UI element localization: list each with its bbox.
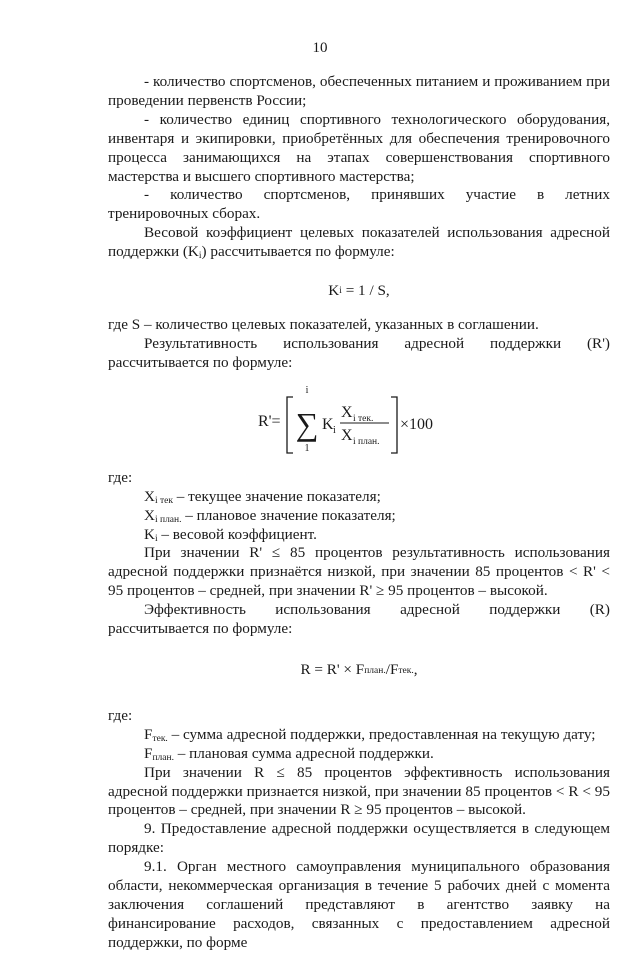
sum-sign: ∑ [295,405,319,442]
formula-denominator-sub: i план. [353,436,380,447]
formula-lhs: R'= [258,412,281,430]
right-bracket [391,397,397,453]
formula-denominator: X [341,426,353,444]
where-label: где: [108,706,133,724]
def-f-plan: $F_{план.}$ – плановая сумма адресной поддержки. [144,744,434,763]
efficiency-intro-paragraph: Эффективность использования адресной поддержки (R) рассчитывается по формуле: [108,601,610,638]
def-f-current: $F_{тек.}$ – сумма адресной поддержки, предоставленная на текущую дату; [144,725,596,744]
formula-k-sub: i [333,424,336,436]
efficiency-evaluation: При значении R ≤ 85 процентов эффективность использования адресной поддержки признается низкой, при значении 85 процентов < R < 95 процентов – средней, при значении R ≥ 95 процентов – высокой. [108,763,610,819]
where-label: где: [108,468,133,486]
def-x-current: $X_{i тек}$ – текущее значение показателя; [144,487,381,506]
list-item: - количество спортсменов, принявших участие в летних тренировочных сборах. [108,186,610,223]
document-body [108,73,610,953]
paragraph-9: 9. Предоставление адресной поддержки осуществляется в следующем порядке: [108,820,610,857]
paragraph-9-1: 9.1. Орган местного самоуправления муниципального образования области, некоммерческая организация в течение 5 рабочих дней с момента заключения соглашений представляют в агентство заявку на финансирование расходов, связанных с предоставлением адресной поддержки, по форме [108,858,610,951]
page-number: 10 [312,40,328,56]
weight-intro-paragraph: Весовой коэффициент целевых показателей использования адресной поддержки $(K_i)$ рассчитывается по формуле: [108,224,610,262]
left-bracket [287,397,293,453]
result-evaluation: При значении R' ≤ 85 процентов результативность использования адресной поддержки признаётся низкой, при значении 85 процентов < R' < 95 процентов – средней, при значении R' ≥ 95 процентов – высокой. [108,544,610,600]
result-intro-paragraph: Результативность использования адресной поддержки (R') рассчитывается по формуле: [108,334,610,371]
sum-lower-limit: 1 [304,442,310,454]
formula-times: ×100 [400,415,434,433]
formula-result [108,381,610,469]
def-x-plan: $X_{i план.}$ – плановое значение показателя; [144,506,396,525]
formula-result-svg [258,381,458,465]
formula-efficiency: R = R' × F план. /F тек. , [300,661,418,679]
list-item: - количество единиц спортивного технологического оборудования, инвентаря и экипировки, приобретённых для обеспечения тренировочного процесса занимающихся на этапах совершенствования спортивного мастерства и высшего спортивного мастерства; [108,110,610,185]
s-definition: где S – количество целевых показателей, указанных в соглашении. [108,316,539,334]
formula-k: K [322,415,334,433]
def-k: $K_i$ – весовой коэффициент. [144,525,317,544]
sum-upper-limit: i [305,384,309,396]
formula-numerator: X [341,403,353,421]
formula-numerator-sub: i тек. [353,413,374,424]
formula-weight: K i = 1 / S, [328,281,390,299]
list-item: - количество спортсменов, обеспеченных питанием и проживанием при проведении первенств России; [108,73,610,109]
